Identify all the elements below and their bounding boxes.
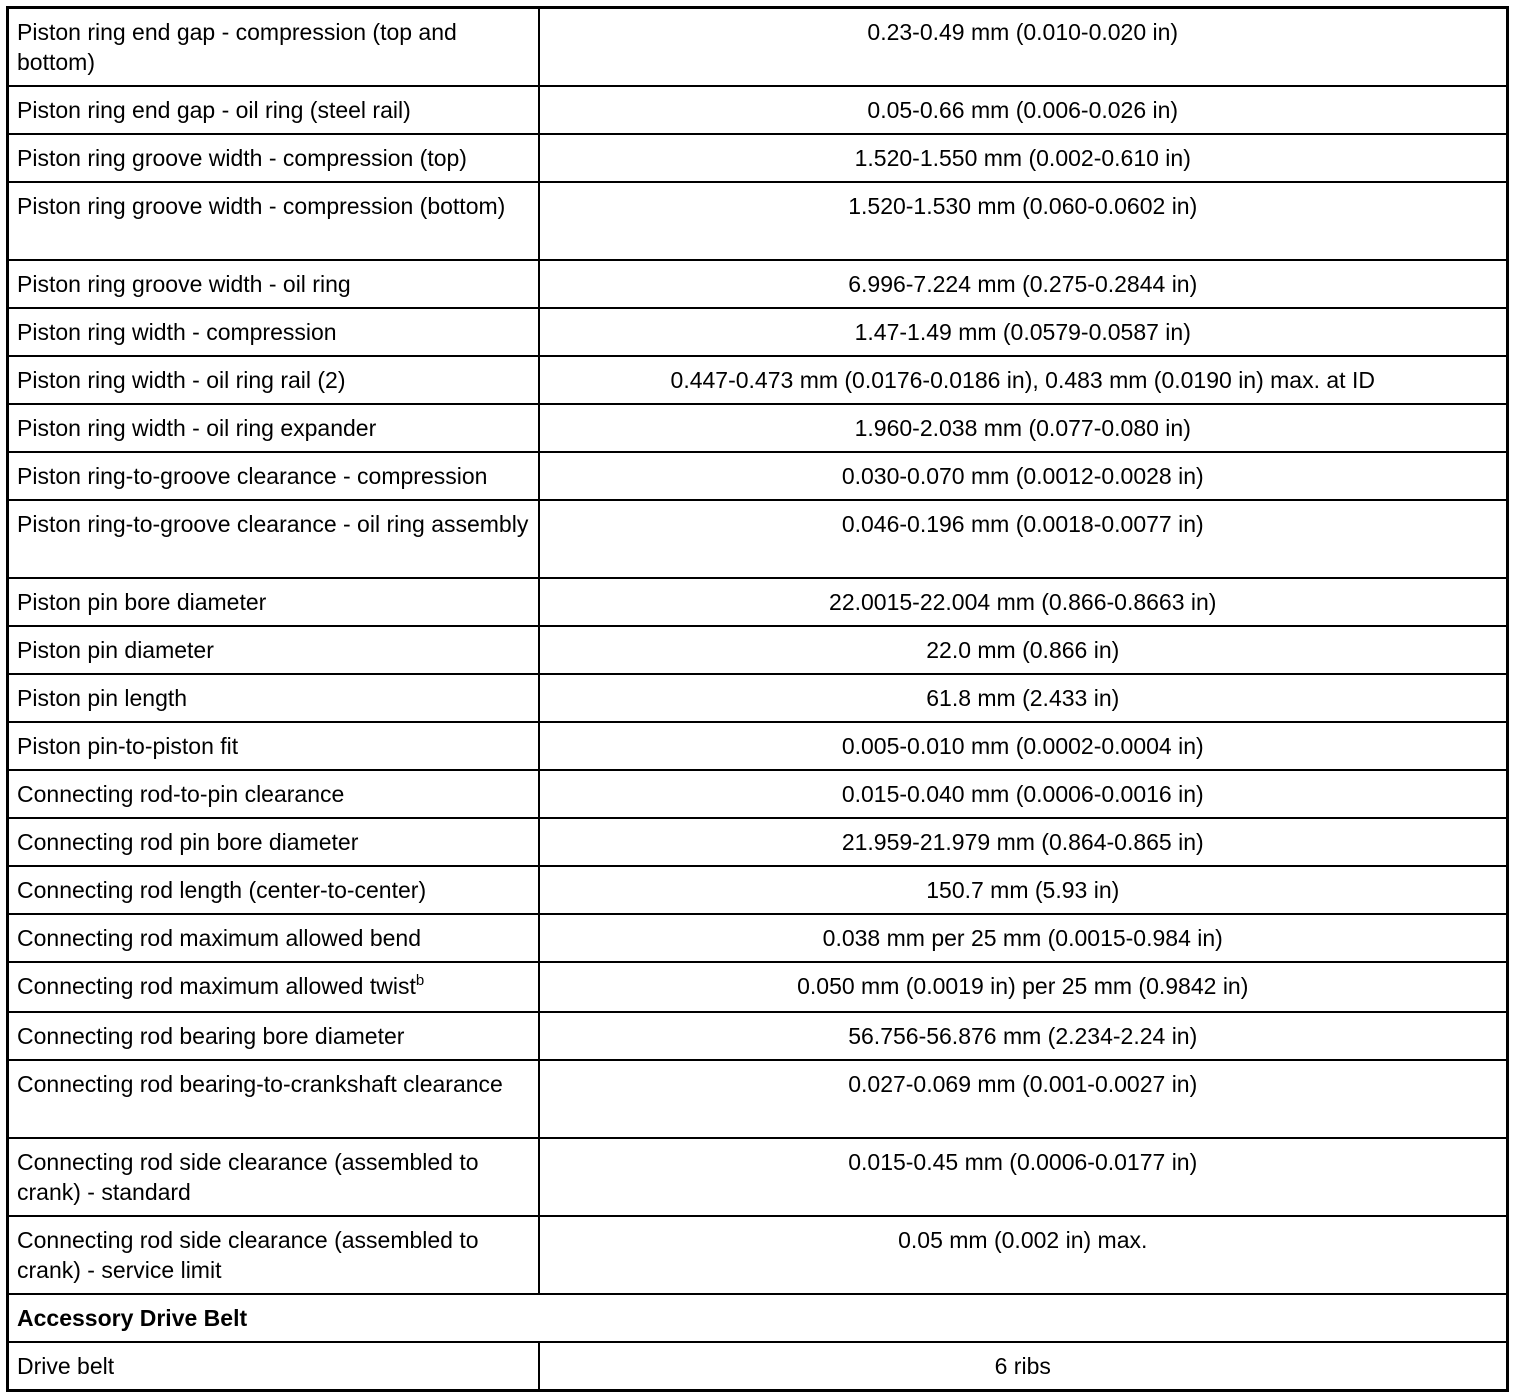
table-row <box>8 8 1508 87</box>
spec-label: Piston pin bore diameter <box>8 578 539 626</box>
spec-label: Piston pin length <box>8 674 539 722</box>
spec-label: Piston ring groove width - oil ring <box>8 260 539 308</box>
spec-value: 1.960-2.038 mm (0.077-0.080 in) <box>539 404 1508 452</box>
spec-value: 6.996-7.224 mm (0.275-0.2844 in) <box>539 260 1508 308</box>
spec-label: Connecting rod maximum allowed twist <box>17 973 416 999</box>
table-row <box>8 86 1508 134</box>
spec-label: Drive belt <box>8 1342 539 1391</box>
spec-label: Connecting rod side clearance (assembled to crank) - service limit <box>8 1216 539 1294</box>
table-row <box>8 1138 1508 1216</box>
table-row <box>8 404 1508 452</box>
section-header-row <box>8 1294 1508 1342</box>
spec-value: 22.0015-22.004 mm (0.866-0.8663 in) <box>539 578 1508 626</box>
section-title: Accessory Drive Belt <box>8 1294 1508 1342</box>
table-row <box>8 818 1508 866</box>
table-row <box>8 308 1508 356</box>
spec-value: 150.7 mm (5.93 in) <box>539 866 1508 914</box>
spec-label: Piston ring width - oil ring rail (2) <box>8 356 539 404</box>
spec-value: 0.046-0.196 mm (0.0018-0.0077 in) <box>539 500 1508 578</box>
spec-value: 1.520-1.550 mm (0.002-0.610 in) <box>539 134 1508 182</box>
spec-value: 21.959-21.979 mm (0.864-0.865 in) <box>539 818 1508 866</box>
footnote-marker: b <box>415 972 425 989</box>
spec-value: 0.050 mm (0.0019 in) per 25 mm (0.9842 in) <box>539 962 1508 1012</box>
spec-value: 6 ribs <box>539 1342 1508 1391</box>
table-row <box>8 674 1508 722</box>
spec-value: 0.030-0.070 mm (0.0012-0.0028 in) <box>539 452 1508 500</box>
spec-label: Piston ring end gap - oil ring (steel rail) <box>8 86 539 134</box>
table-row <box>8 1060 1508 1138</box>
table-row <box>8 626 1508 674</box>
table-row <box>8 500 1508 578</box>
spec-value: 1.47-1.49 mm (0.0579-0.0587 in) <box>539 308 1508 356</box>
spec-label: Connecting rod bearing bore diameter <box>8 1012 539 1060</box>
spec-label: Piston ring groove width - compression (top) <box>8 134 539 182</box>
table-row <box>8 134 1508 182</box>
spec-label: Piston pin-to-piston fit <box>8 722 539 770</box>
spec-value: 0.447-0.473 mm (0.0176-0.0186 in), 0.483 mm (0.0190 in) max. at ID <box>539 356 1508 404</box>
table-row <box>8 182 1508 260</box>
table-row <box>8 722 1508 770</box>
spec-value: 56.756-56.876 mm (2.234-2.24 in) <box>539 1012 1508 1060</box>
spec-label: Piston ring end gap - compression (top and bottom) <box>8 8 539 87</box>
table-row <box>8 962 1508 1012</box>
spec-value: 0.05 mm (0.002 in) max. <box>539 1216 1508 1294</box>
spec-label: Connecting rod-to-pin clearance <box>8 770 539 818</box>
spec-label: Connecting rod pin bore diameter <box>8 818 539 866</box>
spec-label: Connecting rod length (center-to-center) <box>8 866 539 914</box>
table-row <box>8 866 1508 914</box>
spec-label-cell <box>8 962 539 1012</box>
spec-value: 0.038 mm per 25 mm (0.0015-0.984 in) <box>539 914 1508 962</box>
spec-label: Piston pin diameter <box>8 626 539 674</box>
spec-label: Piston ring width - compression <box>8 308 539 356</box>
table-row <box>8 914 1508 962</box>
spec-label: Piston ring-to-groove clearance - oil ring assembly <box>8 500 539 578</box>
specifications-table <box>6 6 1509 1392</box>
table-row <box>8 452 1508 500</box>
spec-value: 0.23-0.49 mm (0.010-0.020 in) <box>539 8 1508 87</box>
spec-value: 61.8 mm (2.433 in) <box>539 674 1508 722</box>
spec-value: 0.05-0.66 mm (0.006-0.026 in) <box>539 86 1508 134</box>
table-row <box>8 356 1508 404</box>
table-row <box>8 260 1508 308</box>
spec-label: Piston ring groove width - compression (bottom) <box>8 182 539 260</box>
spec-label: Piston ring-to-groove clearance - compression <box>8 452 539 500</box>
spec-value: 0.015-0.45 mm (0.0006-0.0177 in) <box>539 1138 1508 1216</box>
table-row <box>8 770 1508 818</box>
spec-value: 22.0 mm (0.866 in) <box>539 626 1508 674</box>
table-row <box>8 578 1508 626</box>
table-row <box>8 1012 1508 1060</box>
spec-value: 0.005-0.010 mm (0.0002-0.0004 in) <box>539 722 1508 770</box>
table-row <box>8 1342 1508 1391</box>
spec-value: 0.027-0.069 mm (0.001-0.0027 in) <box>539 1060 1508 1138</box>
spec-label: Piston ring width - oil ring expander <box>8 404 539 452</box>
spec-value: 0.015-0.040 mm (0.0006-0.0016 in) <box>539 770 1508 818</box>
table-row <box>8 1216 1508 1294</box>
spec-label: Connecting rod side clearance (assembled to crank) - standard <box>8 1138 539 1216</box>
spec-label: Connecting rod maximum allowed bend <box>8 914 539 962</box>
spec-label: Connecting rod bearing-to-crankshaft clearance <box>8 1060 539 1138</box>
spec-value: 1.520-1.530 mm (0.060-0.0602 in) <box>539 182 1508 260</box>
